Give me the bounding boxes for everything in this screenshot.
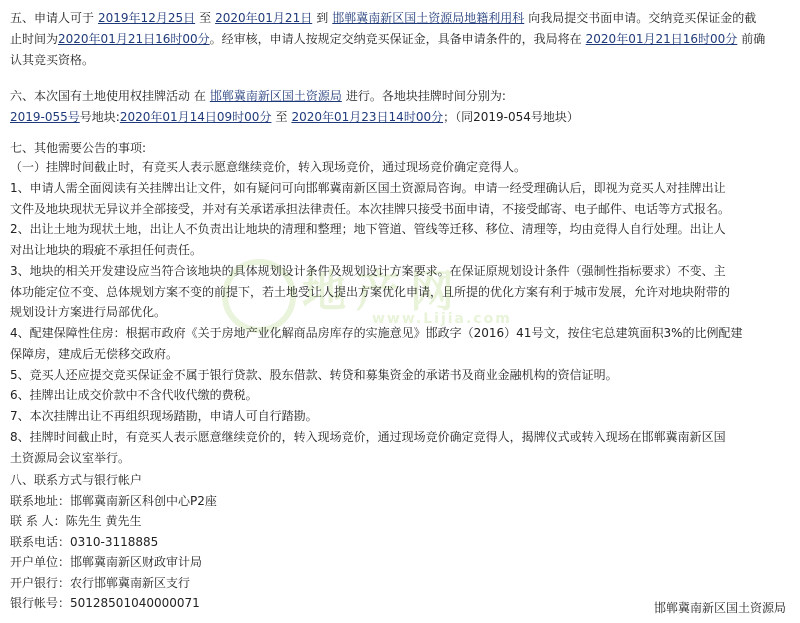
section7-line: 土资源局会议室举行。: [10, 451, 131, 465]
section6-line2: 2019-055号号地块:2020年01月14日09时00分 至 2020年01月23日14时00分；（同2019-054号地块）: [10, 110, 579, 124]
plot-number: 2019-055号: [10, 110, 80, 124]
account-number: 银行帐号：50128501040000071: [10, 596, 200, 610]
section7-line: 7、本次挂牌出让不再组织现场踏勘，申请人可自行踏勘。: [10, 409, 318, 423]
section7-line: （一）挂牌时间截止时，有竞买人表示愿意继续竞价，转入现场竞价，通过现场竞价确定竞得人。: [10, 160, 527, 174]
section5-line3: 认其竞买资格。: [10, 53, 95, 67]
section7-line: 保障房，建成后无偿移交政府。: [10, 347, 179, 361]
section7-line: 8、挂牌时间截止时，有竞买人表示愿意继续竞价的，转入现场竞价，通过现场竞价确定竞得人，揭牌仪式或转入现场在邯郸冀南新区国: [10, 430, 726, 444]
account-unit: 开户单位：邯郸冀南新区财政审计局: [10, 555, 203, 569]
section7-line: 规划设计方案进行局部优化。: [10, 305, 167, 319]
section7-line: 文件及地块现状无异议并全部接受，并对有关承诺承担法律责任。本次挂牌只接受书面申请，不接受邮寄、电子邮件、电话等方式报名。: [10, 202, 731, 216]
listing-end-time: 2020年01月23日14时00分: [291, 110, 444, 124]
watermark-subtitle: www.Lijia.com: [372, 311, 512, 327]
section7-line: 1、申请人需全面阅读有关挂牌出让文件，如有疑问可向邯郸冀南新区国土资源局咨询。申请一经受理确认后，即视为竞买人对挂牌出让: [10, 181, 726, 195]
application-end-date: 2020年01月21日: [215, 11, 313, 25]
section7-title: 七、其他需要公告的事项:: [10, 141, 147, 155]
section8-title: 八、联系方式与银行帐户: [10, 473, 143, 487]
account-bank: 开户银行：农行邯郸冀南新区支行: [10, 576, 191, 590]
section7-line: 3、地块的相关开发建设应当符合该地块的具体规划设计条件及规划设计方案要求。在保证原规划设计条件（强制性指标要求）不变、主: [10, 264, 726, 278]
application-place: 邯郸冀南新区国土资源局地籍利用科: [332, 11, 525, 25]
section6-line1: 六、本次国有土地使用权挂牌活动 在 邯郸冀南新区国土资源局 进行。各地块挂牌时间分别为:: [10, 89, 506, 103]
signature: 邯郸冀南新区国土资源局: [653, 601, 786, 615]
section7-line: 对出让地块的瑕疵不承担任何责任。: [10, 243, 203, 257]
contact-phone: 联系电话：0310-3118885: [10, 535, 159, 549]
section7-line: 2、出让土地为现状土地，出让人不负责出让地块的清理和整理；地下管道、管线等迁移、移位、清理等，均由竞得人自行处理。出让人: [10, 222, 726, 236]
section5-line1: 五、申请人可于 2019年12月25日 至 2020年01月21日 到 邯郸冀南新区国土资源局地籍利用科 向我局提交书面申请。交纳竞买保证金的截: [10, 11, 757, 25]
contact-address: 联系地址：邯郸冀南新区科创中心P2座: [10, 494, 217, 508]
qualification-confirm-time: 2020年01月21日16时00分: [585, 32, 738, 46]
application-start-date: 2019年12月25日: [98, 11, 196, 25]
section7-line: 4、配建保障性住房：根据市政府《关于房地产业化解商品房库存的实施意见》邯政字（2016）41号文，按住宅总建筑面积3%的比例配建: [10, 326, 743, 340]
section5-line2: 止时间为2020年01月21日16时00分。经审核，申请人按规定交纳竞买保证金，具备申请条件的，我局将在 2020年01月21日16时00分 前确: [10, 32, 766, 46]
deposit-deadline: 2020年01月21日16时00分: [58, 32, 210, 46]
listing-venue: 邯郸冀南新区国土资源局: [209, 89, 342, 103]
section7-line: 6、挂牌出让成交价款中不含代收代缴的费税。: [10, 388, 258, 402]
section7-line: 体功能定位不变、总体规划方案不变的前提下，若土地受让人提出方案优化申请，且所提的优化方案有利于城市发展，允许对地块附带的: [10, 285, 731, 299]
watermark-title: 地产网: [302, 266, 464, 317]
section7-line: 5、竞买人还应提交竞买保证金不属于银行贷款、股东借款、转贷和募集资金的承诺书及商业金融机构的资信证明。: [10, 368, 618, 382]
listing-start-time: 2020年01月14日09时00分: [119, 110, 272, 124]
contact-person: 联 系 人：陈先生 黄先生: [10, 514, 142, 528]
